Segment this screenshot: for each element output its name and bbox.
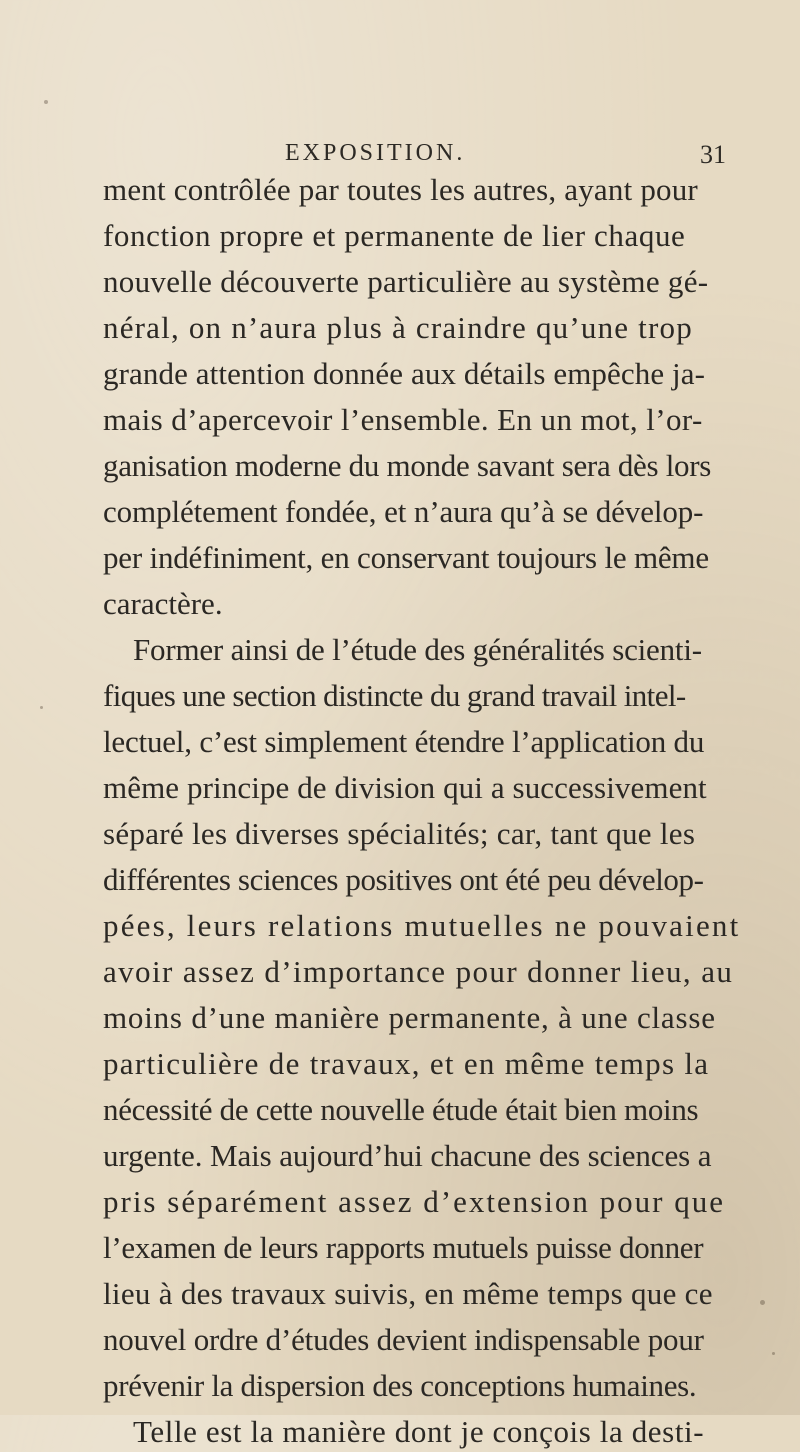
text-line: caractère. — [103, 586, 223, 621]
paper-speck — [760, 1300, 765, 1305]
text-line: Telle est la manière dont je conçois la desti- — [133, 1414, 705, 1449]
text-line: avoir assez d’importance pour donner lieu, au — [103, 954, 734, 989]
text-line: grande attention donnée aux détails empêche ja- — [103, 356, 706, 391]
text-line: ganisation moderne du monde savant sera dès lors — [103, 448, 712, 483]
text-line: néral, on n’aura plus à craindre qu’une trop — [103, 310, 693, 345]
text-line: séparé les diverses spécialités; car, tant que les — [103, 816, 696, 851]
text-line: lieu à des travaux suivis, en même temps que ce — [103, 1276, 713, 1311]
text-line: nécessité de cette nouvelle étude était bien moins — [103, 1092, 699, 1127]
text-line: Former ainsi de l’étude des généralités scienti- — [133, 632, 702, 667]
text-line: ment contrôlée par toutes les autres, ayant pour — [103, 172, 698, 207]
text-line: complétement fondée, et n’aura qu’à se dévelop- — [103, 494, 704, 529]
text-line: nouvel ordre d’études devient indispensable pour — [103, 1322, 704, 1357]
text-line: pris séparément assez d’extension pour que — [103, 1184, 726, 1219]
paper-speck — [772, 1352, 775, 1355]
paper-speck — [44, 100, 48, 104]
text-line: pées, leurs relations mutuelles ne pouvaient — [103, 908, 741, 943]
text-line: fiques une section distincte du grand travail intel- — [103, 678, 686, 713]
text-line: mais d’apercevoir l’ensemble. En un mot, l’or- — [103, 402, 703, 437]
text-line: même principe de division qui a successivement — [103, 770, 707, 805]
text-line: moins d’une manière permanente, à une classe — [103, 1000, 716, 1035]
text-line: différentes sciences positives ont été peu dévelop- — [103, 862, 704, 897]
text-line: particulière de travaux, et en même temps la — [103, 1046, 710, 1081]
text-line: fonction propre et permanente de lier chaque — [103, 218, 686, 253]
page-number: 31 — [700, 140, 726, 169]
paper-speck — [40, 706, 43, 709]
text-line: urgente. Mais aujourd’hui chacune des sciences a — [103, 1138, 712, 1173]
text-line: prévenir la dispersion des conceptions humaines. — [103, 1368, 697, 1403]
running-title: EXPOSITION. — [285, 140, 466, 166]
text-line: per indéfiniment, en conservant toujours le même — [103, 540, 709, 575]
text-line: l’examen de leurs rapports mutuels puisse donner — [103, 1230, 704, 1265]
text-line: lectuel, c’est simplement étendre l’application du — [103, 724, 705, 759]
text-line: nouvelle découverte particulière au système gé- — [103, 264, 709, 299]
